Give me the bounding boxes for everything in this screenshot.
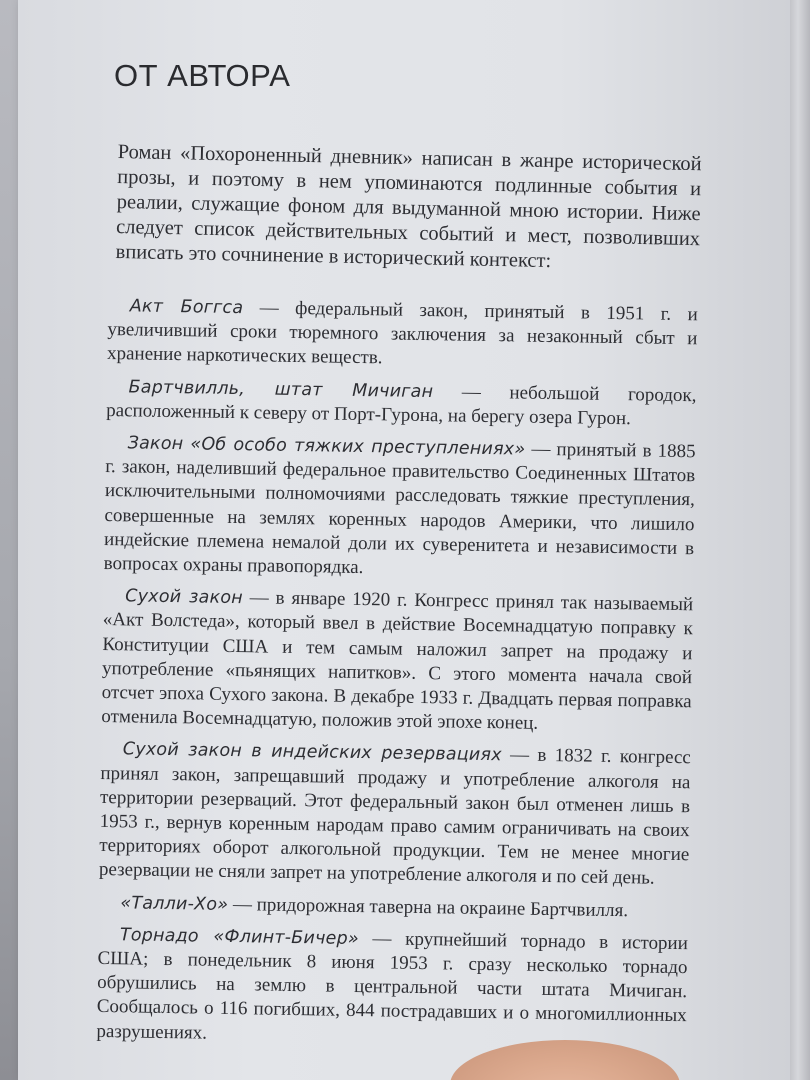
intro-paragraph: Роман «Похороненный дневник» написан в жанре исторической прозы, и поэтому в нем упоминаются подлинные события и реалии, служащие фоном для выдуманной мною истории. Ниже следует список действительных событий и мест, позволивших вписать это сочнинение в исторический контекст: (115, 140, 702, 273)
glossary-entry (106, 375, 697, 433)
glossary-entry (96, 923, 688, 1053)
entry-text: — крупнейший торнадо в истории США; в понедельник 8 июня 1953 г. сразу несколько торнадо обрушились на землю в центральной части штата Мичиган. Сообщалось о 116 погибших, 844 пострадавших и о многомиллионных разрушениях. (96, 927, 689, 1044)
glossary-entry (104, 431, 696, 585)
entry-term: «Талли-Хо» (120, 892, 229, 915)
glossary-entry (98, 891, 688, 924)
entry-term: Сухой закон в индейских резервациях (122, 739, 502, 766)
entry-term: Бартчвилль, штат Мичиган (128, 376, 434, 402)
entry-term: Сухой закон (125, 586, 244, 609)
entry-term: Торнадо «Флинт-Бичер» (119, 925, 359, 949)
entry-term: Акт Боггса (129, 296, 244, 319)
entry-text: — федеральный закон, принятый в 1951 г. и увеличивший сроки тюремного заключения за незаконный сбыт и хранение наркотических веществ. (106, 297, 698, 369)
glossary-entry (99, 737, 691, 891)
glossary-entry (101, 584, 693, 738)
entry-text: — в январе 1920 г. Конгресс принял так называемый «Акт Волстеда», который ввел в действие Восемнадцатую поправку к Конституции США и тем самым наложил запрет на продажу и употребление «пьянящих напитков». С этого момента начала свой отсчет эпоха Сухого закона. В декабре 1933 г. Двадцать первая поправка отменила Восемнадцатую, положив этой эпохе конец. (101, 587, 694, 735)
entry-text: — придорожная таверна на окраине Бартчвилля. (228, 893, 629, 921)
entry-term: Закон «Об особо тяжких преступлениях» (127, 433, 526, 460)
entry-text: — принятый в 1885 г. закон, наделивший федеральное правительство Соединенных Штатов исключительными полномочиями расследовать тяжкие преступления, совершенные на землях коренных народов Америки, что лишило индейские племена немалой доли их суверенитета и независимости в вопросах охраны правопорядка. (103, 438, 696, 579)
glossary-entry (107, 294, 698, 376)
glossary-list (96, 294, 698, 1061)
page-heading: ОТ АВТОРА (114, 58, 291, 93)
entry-text: — в 1832 г. конгресс принял закон, запрещавший продажу и употребление алкоголя на территории резерваций. Этот федеральный закон был отменен лишь в 1953 г., вернув коренным народам право самим ограничивать на своих территориях оборот алкогольной продукции. Тем не менее многие резервации не сняли запрет на употребление алкоголя и по сей день. (98, 744, 691, 890)
page-edge (790, 0, 810, 1080)
entry-text: — небольшой городок, расположенный к северу от Порт-Гурона, на берегу озера Гурон. (106, 380, 697, 430)
